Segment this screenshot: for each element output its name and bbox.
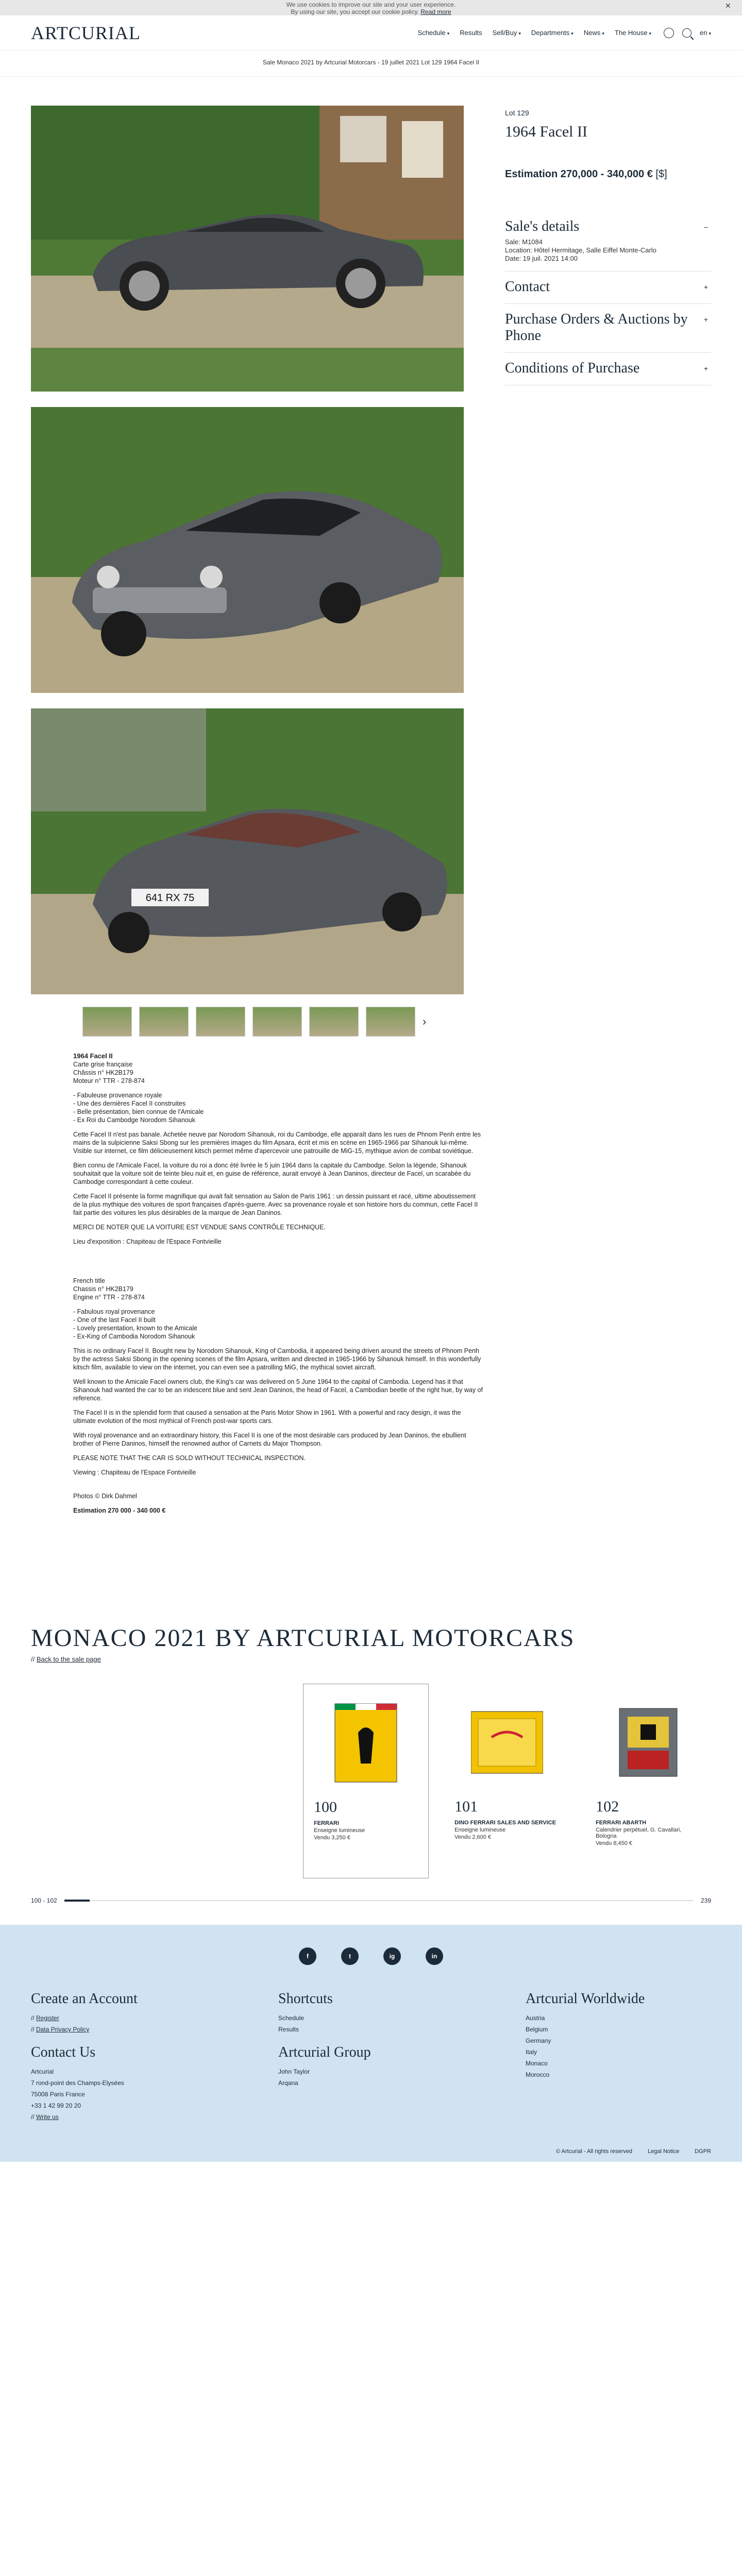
facebook-icon[interactable]: f (299, 1947, 316, 1965)
chevron-down-icon: ▾ (571, 31, 574, 36)
site-footer: f t ig in Create an Account // Register // Data Privacy Policy Contact Us Artcurial 7 rond-point des Champs-Elysées 75008 Paris France +33 1 42 99 20 20 // Write us Shortcuts Schedule Results Artcurial Group John Taylor Arqana Artcurial Worldwide Austria Belgium Germany Italy Monaco Morocco © Artcurial - All rights reserved Legal Notice DGPR (0, 1925, 742, 2162)
nav-sell-buy[interactable]: Sell/Buy ▾ (492, 29, 521, 37)
lot-number: Lot 129 (505, 109, 529, 117)
car-photo-rear[interactable] (31, 708, 464, 994)
accordion-sales-details[interactable]: Sale's details – Sale: M1084 Location: Hôtel Hermitage, Salle Eiffel Monte-Carlo Date: 19 juil. 2021 14:00 (505, 211, 711, 272)
thumbnail[interactable] (196, 1007, 245, 1037)
cookie-text-line2: By using our site, you accept our cookie policy. (291, 8, 419, 15)
search-icon[interactable] (682, 28, 692, 38)
desc-paragraph: Cette Facel II n'est pas banale. Achetée neuve par Norodom Sihanouk, roi du Cambodge, elle apparaît dans les rues de Phnom Penh entre les mains de la sulpicienne Saksi Sbong sur les premières images du film Apsara, écrit et mis en scène en 1965-1966 par Sihanouk lui-même. Visible sur internet, ce film délicieusement kitsch permet même d'apercevoir une patrouille de MiG-15, mythique avion de combat soviétique. (73, 1131, 481, 1155)
privacy-link[interactable]: Data Privacy Policy (36, 2026, 90, 2033)
footer-link[interactable]: Austria (526, 2014, 545, 2022)
user-icon[interactable] (664, 28, 674, 38)
lot-sidebar (474, 106, 711, 1052)
register-link[interactable]: Register (36, 2014, 59, 2022)
thumbnail[interactable] (82, 1007, 132, 1037)
footer-heading: Shortcuts (278, 1991, 333, 2007)
dino-sign-image (471, 1701, 543, 1784)
desc-paragraph: Cette Facel II présente la forme magnifique qui avait fait sensation au Salon de Paris 1961 : un dessin puissant et racé, ultime aboutissement de la plus mythique des voitures de sport françaises d'après-guerre. Avec sa provenance royale et son histoire hors du commun, cette Facel II fait partie des voitures les plus désirables de la marque de Jean Daninos. (73, 1193, 478, 1216)
accordion-purchase-orders[interactable]: Purchase Orders & Auctions by Phone + (505, 304, 711, 353)
thumbnail[interactable] (252, 1007, 302, 1037)
write-us-link[interactable]: Write us (36, 2113, 59, 2121)
thumbnail-strip (31, 1007, 464, 1037)
chevron-down-icon: ▾ (447, 31, 450, 36)
footer-link[interactable]: Germany (526, 2037, 551, 2044)
minus-icon[interactable]: – (704, 223, 708, 231)
linkedin-icon[interactable]: in (426, 1947, 443, 1965)
info-accordion (505, 211, 711, 385)
card-lot-number: 101 (454, 1798, 478, 1815)
desc-estimate: Estimation 270 000 - 340 000 € (73, 1507, 166, 1514)
footer-link[interactable]: Italy (526, 2048, 537, 2056)
main-nav (418, 29, 651, 37)
accordion-conditions[interactable]: Conditions of Purchase + (505, 353, 711, 385)
lot-main (0, 77, 742, 1052)
desc-paragraph: This is no ordinary Facel II. Bought new by Norodom Sihanouk, King of Cambodia, it appeared being driven around the streets of Phnom Penh by the actress Saksi Sbong in the opening scenes of the film Apsara, written and directed in 1965-1966 by Sihanouk himself. In this wonderfully kitsch film, available to view on the internet, you can even see a patrolling MiG, the mythical soviet aircraft. (73, 1347, 481, 1371)
pager-progress[interactable] (64, 1900, 90, 1902)
instagram-icon[interactable]: ig (383, 1947, 401, 1965)
footer-link[interactable]: Arqana (278, 2079, 298, 2087)
footer-heading: Contact Us (31, 2044, 96, 2060)
nav-schedule[interactable]: Schedule ▾ (417, 29, 450, 37)
accordion-contact[interactable]: Contact + (505, 272, 711, 304)
close-icon[interactable]: × (725, 1, 731, 11)
copyright: © Artcurial - All rights reserved (555, 2148, 633, 2155)
chevron-down-icon: ▾ (649, 31, 651, 36)
gdpr-link[interactable]: DGPR (695, 2148, 711, 2155)
pager-total: 239 (700, 1897, 711, 1904)
plus-icon[interactable]: + (703, 283, 708, 291)
logo[interactable]: ARTCURIAL (31, 22, 141, 43)
desc-place: Lieu d'exposition : Chapiteau de l'Espace Fontvieille (73, 1238, 222, 1245)
related-lots: MONACO 2021 BY ARTCURIAL MOTORCARS // Back to the sale page 100 FERRARI Enseigne lumineuse Vendu 3,250 € 101 DINO FERRARI SALES AND SERVICE Enseigne lumineuse Vendu 2,600 € 102 FERRARI ABARTH Calendrier perpétuel, G. Cavallari, Bologna Vendu 8,450 € 100 - 102 239 (31, 1624, 711, 1904)
legal-notice-link[interactable]: Legal Notice (648, 2148, 680, 2155)
chevron-down-icon: ▾ (709, 31, 711, 36)
desc-note: MERCI DE NOTER QUE LA VOITURE EST VENDUE SANS CONTRÔLE TECHNIQUE. (73, 1224, 326, 1231)
card-lot-number: 102 (596, 1798, 619, 1815)
nav-results[interactable]: Results (460, 29, 482, 37)
social-links (31, 1947, 711, 1965)
lot-estimate: Estimation 270,000 - 340,000 € [$] (505, 168, 667, 180)
twitter-icon[interactable]: t (341, 1947, 359, 1965)
ferrari-sign-image (330, 1702, 402, 1784)
thumbnail[interactable] (366, 1007, 415, 1037)
svg-text:641 RX 75: 641 RX 75 (145, 892, 195, 904)
chevron-down-icon: ▾ (518, 31, 521, 36)
nav-news[interactable]: News ▾ (583, 29, 604, 37)
lot-description: 1964 Facel II Carte grise française Châssis n° HK2B179 Moteur n° TTR - 278-874 - Fabuleuse provenance royale - Une des dernières Facel II construites - Belle présentation, bien connue de l'Amicale - Ex Roi du Cambodge Norodom Sihanouk Cette Facel II n'est pas banale. Achetée neuve par Norodom Sihanouk, roi du Cambodge, elle apparaît dans les rues de Phnom Penh entre les mains de la sulpicienne Saksi Sbong sur les premières images du film Apsara, écrit et mis en scène en 1965-1966 par Sihanouk lui-même. Visible sur internet, ce film délicieusement kitsch permet même d'apercevoir une patrouille de MiG-15, mythique avion de combat soviétique. Bien connu de l'Amicale Facel, la voiture du roi a donc été livrée le 5 juin 1964 dans la capitale du Cambodge. Selon la légende, Sihanouk souhaitait que la voiture soit de teinte bleu nuit et, en guise de référence, aurait envoyé à Jean Daninos, directeur de Facel, un scarabée du Cambodge correspondant à cette couleur. Cette Facel II présente la forme magnifique qui avait fait sensation au Salon de Paris 1961 : un dessin puissant et racé, ultime aboutissement de la plus mythique des voitures de sport françaises d'après-guerre. Avec sa provenance royale et son histoire hors du commun, cette Facel II fait partie des voitures les plus désirables de la marque de Jean Daninos. MERCI DE NOTER QUE LA VOITURE EST VENDUE SANS CONTRÔLE TECHNIQUE. Lieu d'exposition : Chapiteau de l'Espace Fontvieille French title Chassis n° HK2B179 Engine n° TTR - 278-874 - Fabulous royal provenance - One of the last Facel II built - Lovely presentation, known to the Amicale - Ex-King of Cambodia Norodom Sihanouk This is no ordinary Facel II. Bought new by Norodom Sihanouk, King of Cambodia, it appeared being driven around the streets of Phnom Penh by the actress Saksi Sbong in the opening scenes of the film Apsara, written and directed in 1965-1966 by Sihanouk himself. In this wonderfully kitsch film, available to view on the internet, you can even see a patrolling MiG, the mythical soviet aircraft. Well known to the Amicale Facel owners club, the King's car was delivered on 5 June 1964 to the capital of Cambodia. Legend has it that Sihanouk had wanted the car to be an iridescent blue and sent Jean Daninos, the head of Facel, a Cambodian beetle of the right hue, by way of reference. The Facel II is in the splendid form that caused a sensation at the Paris Motor Show in 1961. With a powerful and racy design, it was the ultimate evolution of the most mythical of French post-war sports cars. With royal provenance and an extraordinary history, this Facel II is one of the most desirable cars produced by Jean Daninos, the ebullient brother of Pierre Daninos, himself the renowned author of Carnets du Major Thompson. PLEASE NOTE THAT THE CAR IS SOLD WITHOUT TECHNICAL INSPECTION. Viewing : Chapiteau de l'Espace Fontvieille Photos © Dirk Dahmel Estimation 270 000 - 340 000 € (0, 1052, 515, 1515)
footer-heading: Artcurial Worldwide (526, 1991, 645, 2007)
desc-place: Viewing : Chapiteau de l'Espace Fontvieille (73, 1469, 196, 1476)
breadcrumb[interactable]: Sale Monaco 2021 by Artcurial Motorcars - 19 juillet 2021 Lot 129 1964 Facel II (0, 50, 742, 77)
plus-icon[interactable]: + (703, 364, 708, 372)
desc-paragraph: The Facel II is in the splendid form that caused a sensation at the Paris Motor Show in 1961. With a powerful and racy design, it was the ultimate evolution of the most mythical of French post-war sports cars. (73, 1409, 461, 1425)
footer-link[interactable]: Belgium (526, 2026, 548, 2033)
site-header (0, 15, 742, 50)
footer-link[interactable]: Schedule (278, 2014, 305, 2022)
cookie-banner (0, 0, 742, 15)
language-selector[interactable]: en ▾ (700, 29, 711, 37)
photo-gallery (31, 106, 464, 1052)
thumbnail[interactable] (309, 1007, 359, 1037)
footer-link[interactable]: Morocco (526, 2071, 550, 2078)
car-photo-side[interactable] (31, 106, 464, 392)
desc-note: PLEASE NOTE THAT THE CAR IS SOLD WITHOUT TECHNICAL INSPECTION. (73, 1454, 306, 1462)
plus-icon[interactable]: + (703, 315, 708, 324)
desc-paragraph: With royal provenance and an extraordinary history, this Facel II is one of the most desirable cars produced by Jean Daninos, the ebullient brother of Pierre Daninos, himself the renowned author of Carnets du Major Thompson. (73, 1432, 466, 1447)
chevron-right-icon[interactable]: › (423, 1015, 427, 1028)
footer-link[interactable]: Monaco (526, 2060, 548, 2067)
lot-card[interactable]: 101 DINO FERRARI SALES AND SERVICE Enseigne lumineuse Vendu 2,600 € (444, 1684, 570, 1878)
lot-title: 1964 Facel II (505, 123, 587, 140)
nav-departments[interactable]: Departments ▾ (531, 29, 574, 37)
chevron-down-icon: ▾ (602, 31, 604, 36)
thumbnail[interactable] (139, 1007, 189, 1037)
desc-paragraph: Bien connu de l'Amicale Facel, la voiture du roi a donc été livrée le 5 juin 1964 dans la capitale du Cambodge. Selon la légende, Sihanouk souhaitait que la voiture soit de teinte bleu nuit et, en guise de référence, aurait envoyé à Jean Daninos, directeur de Facel, un scarabée du Cambodge correspondant à cette couleur. (73, 1162, 471, 1185)
footer-heading: Create an Account (31, 1991, 138, 2007)
currency-switch[interactable]: [$] (655, 168, 667, 180)
back-to-sale-link[interactable]: Back to the sale page (36, 1655, 101, 1663)
lot-cards (303, 1684, 711, 1878)
cookie-read-more-link[interactable]: Read more (420, 8, 451, 15)
photo-credit: Photos © Dirk Dahmel (73, 1493, 137, 1500)
car-photo-front[interactable] (31, 407, 464, 693)
footer-link[interactable]: Results (278, 2026, 299, 2033)
desc-title: 1964 Facel II (73, 1052, 113, 1060)
lot-card[interactable]: 100 FERRARI Enseigne lumineuse Vendu 3,250 € (303, 1684, 429, 1878)
nav-the-house[interactable]: The House ▾ (614, 29, 651, 37)
footer-link[interactable]: John Taylor (278, 2068, 310, 2075)
abarth-calendar-image (612, 1701, 684, 1784)
lots-pager (31, 1897, 711, 1904)
sale-title: MONACO 2021 BY ARTCURIAL MOTORCARS (31, 1624, 575, 1652)
desc-paragraph: Well known to the Amicale Facel owners club, the King's car was delivered on 5 June 1964 to the capital of Cambodia. Legend has it that Sihanouk had wanted the car to be an iridescent blue and sent Jean Daninos, the head of Facel, a Cambodian beetle of the right hue, by way of reference. (73, 1378, 483, 1402)
cookie-text-line1: We use cookies to improve our site and your user experience. (286, 1, 456, 8)
pager-scrollbar[interactable] (64, 1900, 694, 1901)
card-lot-number: 100 (314, 1799, 337, 1816)
footer-heading: Artcurial Group (278, 2044, 371, 2060)
lot-card[interactable]: 102 FERRARI ABARTH Calendrier perpétuel, G. Cavallari, Bologna Vendu 8,450 € (585, 1684, 711, 1878)
pager-range: 100 - 102 (31, 1897, 57, 1904)
